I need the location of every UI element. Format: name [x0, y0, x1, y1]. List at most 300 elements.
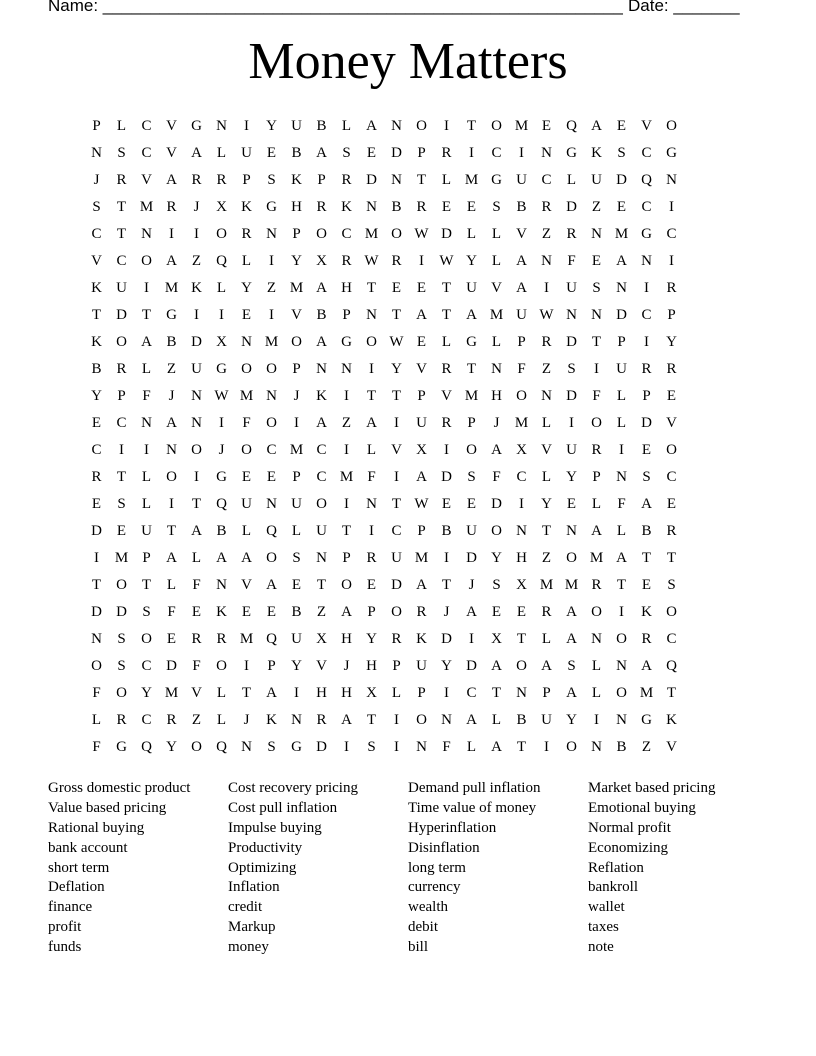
grid-letter: Q	[141, 739, 152, 755]
grid-letter: C	[391, 523, 402, 539]
grid-letter: L	[616, 388, 627, 404]
grid-letter: B	[316, 307, 327, 323]
grid-letter: K	[216, 604, 227, 620]
grid-letter: I	[394, 415, 399, 431]
grid-letter: P	[342, 307, 351, 323]
grid-letter: O	[316, 496, 327, 512]
grid-letter: M	[264, 334, 279, 350]
grid-letter: Z	[541, 361, 552, 377]
grid-letter: T	[516, 631, 527, 647]
grid-letter: G	[641, 712, 652, 728]
grid-letter: P	[292, 469, 301, 485]
grid-letter: O	[266, 415, 277, 431]
grid-letter: A	[166, 253, 177, 269]
grid-letter: A	[166, 415, 177, 431]
grid-letter: O	[391, 604, 402, 620]
grid-letter: I	[569, 415, 574, 431]
grid-letter: G	[216, 361, 227, 377]
grid-letter: A	[191, 523, 202, 539]
word-list	[48, 779, 768, 958]
word-item: Normal profit	[588, 819, 671, 836]
grid-letter: M	[364, 226, 379, 242]
grid-letter: D	[466, 658, 477, 674]
grid-letter: U	[466, 523, 477, 539]
grid-letter: A	[491, 739, 502, 755]
grid-letter: V	[666, 739, 677, 755]
grid-letter: B	[291, 145, 302, 161]
grid-letter: C	[516, 469, 527, 485]
word-item: funds	[48, 939, 82, 956]
grid-letter: T	[666, 685, 677, 701]
grid-letter: L	[341, 118, 352, 134]
grid-letter: Y	[541, 496, 552, 512]
grid-letter: M	[239, 388, 254, 404]
grid-letter: W	[414, 226, 429, 242]
grid-letter: V	[416, 361, 427, 377]
grid-letter: I	[669, 253, 674, 269]
grid-letter: F	[442, 739, 451, 755]
grid-letter: S	[117, 631, 126, 647]
grid-letter: Q	[216, 739, 227, 755]
grid-letter: H	[366, 658, 377, 674]
grid-letter: L	[366, 442, 377, 458]
grid-letter: I	[294, 415, 299, 431]
grid-letter: I	[644, 334, 649, 350]
grid-letter: N	[241, 334, 252, 350]
word-item: Gross domestic product	[48, 780, 191, 796]
grid-letter: Q	[266, 523, 277, 539]
grid-letter: D	[91, 523, 102, 539]
grid-letter: C	[666, 226, 677, 242]
grid-letter: G	[216, 469, 227, 485]
grid-letter: I	[369, 523, 374, 539]
grid-letter: I	[144, 280, 149, 296]
grid-row	[84, 140, 684, 167]
grid-letter: E	[391, 280, 402, 296]
grid-letter: E	[416, 334, 427, 350]
grid-letter: E	[241, 469, 252, 485]
grid-letter: C	[491, 145, 502, 161]
grid-letter: I	[619, 604, 624, 620]
grid-letter: Z	[341, 415, 352, 431]
grid-letter: N	[366, 496, 377, 512]
grid-letter: E	[266, 145, 277, 161]
grid-letter: U	[516, 307, 527, 323]
grid-letter: I	[294, 685, 299, 701]
word-column	[408, 779, 588, 958]
grid-letter: O	[566, 550, 577, 566]
grid-letter: R	[416, 199, 427, 215]
grid-letter: Y	[366, 631, 377, 647]
grid-letter: A	[316, 145, 327, 161]
grid-letter: K	[416, 631, 427, 647]
word-item: credit	[228, 899, 263, 916]
grid-letter: N	[541, 253, 552, 269]
grid-letter: P	[617, 334, 626, 350]
grid-letter: F	[242, 415, 251, 431]
grid-letter: V	[491, 280, 502, 296]
grid-letter: X	[316, 253, 327, 269]
grid-letter: L	[491, 334, 502, 350]
grid-letter: E	[666, 388, 677, 404]
grid-letter: R	[316, 199, 327, 215]
grid-letter: E	[266, 604, 277, 620]
grid-letter: P	[417, 685, 426, 701]
grid-letter: P	[242, 172, 251, 188]
grid-letter: S	[267, 739, 276, 755]
grid-letter: T	[516, 739, 527, 755]
grid-letter: I	[94, 550, 99, 566]
grid-letter: I	[244, 658, 249, 674]
grid-letter: Q	[666, 658, 677, 674]
grid-letter: T	[441, 280, 452, 296]
grid-letter: A	[341, 604, 352, 620]
grid-letter: S	[492, 199, 501, 215]
grid-letter: I	[394, 739, 399, 755]
grid-letter: D	[91, 604, 102, 620]
grid-letter: A	[491, 658, 502, 674]
grid-letter: V	[641, 118, 652, 134]
grid-letter: O	[291, 334, 302, 350]
grid-letter: T	[116, 226, 127, 242]
grid-letter: B	[641, 523, 652, 539]
grid-letter: P	[417, 145, 426, 161]
grid-letter: T	[391, 388, 402, 404]
grid-letter: J	[93, 172, 100, 188]
grid-letter: U	[591, 172, 602, 188]
grid-letter: G	[166, 307, 177, 323]
grid-letter: E	[466, 199, 477, 215]
grid-letter: R	[166, 712, 177, 728]
grid-letter: O	[216, 226, 227, 242]
grid-letter: O	[141, 253, 152, 269]
grid-letter: N	[666, 172, 677, 188]
grid-letter: N	[316, 550, 327, 566]
grid-letter: K	[666, 712, 677, 728]
grid-letter: C	[266, 442, 277, 458]
word-item: finance	[48, 899, 93, 916]
grid-letter: Z	[266, 280, 277, 296]
grid-letter: O	[116, 685, 127, 701]
grid-letter: B	[441, 523, 452, 539]
grid-letter: L	[616, 523, 627, 539]
grid-letter: I	[194, 226, 199, 242]
grid-letter: O	[116, 577, 127, 593]
word-item: Value based pricing	[48, 799, 167, 816]
grid-letter: H	[341, 631, 352, 647]
word-item: Optimizing	[228, 859, 297, 876]
grid-letter: J	[443, 604, 450, 620]
grid-letter: N	[591, 631, 602, 647]
grid-letter: E	[666, 496, 677, 512]
grid-letter: P	[592, 469, 601, 485]
grid-letter: L	[141, 361, 152, 377]
grid-letter: J	[193, 199, 200, 215]
grid-letter: O	[341, 577, 352, 593]
grid-letter: Y	[266, 118, 277, 134]
grid-letter: I	[344, 739, 349, 755]
grid-letter: T	[316, 577, 327, 593]
grid-letter: T	[391, 307, 402, 323]
grid-letter: E	[241, 604, 252, 620]
grid-letter: C	[116, 415, 127, 431]
grid-letter: N	[366, 199, 377, 215]
grid-letter: N	[591, 739, 602, 755]
grid-letter: A	[216, 550, 227, 566]
grid-letter: I	[394, 712, 399, 728]
grid-letter: C	[641, 199, 652, 215]
grid-letter: I	[594, 361, 599, 377]
grid-letter: P	[267, 658, 276, 674]
grid-letter: B	[91, 361, 102, 377]
grid-letter: M	[239, 631, 254, 647]
grid-letter: L	[541, 469, 552, 485]
grid-letter: T	[541, 523, 552, 539]
word-item: Disinflation	[408, 839, 480, 856]
grid-letter: M	[639, 685, 654, 701]
grid-letter: X	[216, 199, 227, 215]
grid-letter: B	[616, 739, 627, 755]
grid-letter: O	[466, 442, 477, 458]
grid-letter: T	[441, 577, 452, 593]
grid-letter: V	[666, 415, 677, 431]
grid-letter: I	[194, 307, 199, 323]
grid-letter: B	[291, 604, 302, 620]
word-item: Reflation	[588, 859, 644, 876]
grid-letter: U	[541, 712, 552, 728]
grid-letter: T	[191, 496, 202, 512]
grid-letter: O	[616, 685, 627, 701]
grid-letter: A	[266, 685, 277, 701]
grid-letter: Y	[91, 388, 102, 404]
grid-letter: H	[491, 388, 502, 404]
grid-letter: M	[414, 550, 429, 566]
grid-letter: X	[216, 334, 227, 350]
grid-letter: O	[566, 739, 577, 755]
grid-letter: C	[91, 226, 102, 242]
grid-letter: O	[191, 739, 202, 755]
grid-letter: T	[491, 685, 502, 701]
grid-letter: A	[541, 658, 552, 674]
word-item: bill	[408, 939, 429, 956]
grid-row	[84, 194, 684, 221]
grid-letter: R	[316, 712, 327, 728]
grid-letter: N	[566, 307, 577, 323]
grid-letter: E	[641, 577, 652, 593]
grid-letter: A	[566, 685, 577, 701]
grid-letter: K	[291, 172, 302, 188]
grid-letter: G	[666, 145, 677, 161]
grid-letter: O	[216, 658, 227, 674]
grid-letter: I	[469, 631, 474, 647]
grid-letter: N	[616, 469, 627, 485]
grid-letter: L	[191, 550, 202, 566]
grid-letter: N	[316, 361, 327, 377]
grid-letter: A	[566, 631, 577, 647]
grid-letter: D	[391, 577, 402, 593]
grid-letter: T	[416, 172, 427, 188]
grid-letter: D	[366, 172, 377, 188]
grid-letter: T	[391, 496, 402, 512]
grid-letter: D	[116, 604, 127, 620]
grid-letter: A	[141, 334, 152, 350]
grid-letter: G	[491, 172, 502, 188]
grid-row	[84, 653, 684, 680]
grid-letter: Y	[141, 685, 152, 701]
grid-letter: K	[266, 712, 277, 728]
name-field-label: Name: _______________________________________________________	[48, 0, 623, 15]
grid-letter: D	[116, 307, 127, 323]
grid-letter: O	[666, 604, 677, 620]
word-item: Market based pricing	[588, 780, 716, 796]
grid-letter: T	[241, 685, 252, 701]
grid-letter: X	[516, 577, 527, 593]
grid-letter: G	[341, 334, 352, 350]
grid-letter: R	[541, 199, 552, 215]
grid-letter: T	[616, 577, 627, 593]
grid-letter: U	[416, 415, 427, 431]
grid-letter: L	[241, 523, 252, 539]
grid-letter: R	[191, 631, 202, 647]
grid-letter: M	[164, 280, 179, 296]
word-item: Emotional buying	[588, 799, 696, 816]
grid-row	[84, 410, 684, 437]
grid-letter: Z	[316, 604, 327, 620]
grid-letter: N	[166, 442, 177, 458]
grid-letter: I	[444, 118, 449, 134]
grid-letter: P	[342, 550, 351, 566]
word-item: bankroll	[588, 879, 638, 896]
grid-letter: D	[391, 145, 402, 161]
grid-letter: L	[491, 712, 502, 728]
grid-letter: B	[316, 118, 327, 134]
grid-letter: S	[117, 145, 126, 161]
word-item: Economizing	[588, 839, 668, 856]
word-item: debit	[408, 919, 438, 936]
grid-row	[84, 302, 684, 329]
grid-letter: M	[464, 388, 479, 404]
grid-letter: M	[489, 307, 504, 323]
grid-letter: V	[191, 685, 202, 701]
grid-letter: L	[491, 226, 502, 242]
grid-letter: D	[616, 172, 627, 188]
grid-letter: O	[516, 658, 527, 674]
grid-letter: I	[444, 685, 449, 701]
grid-letter: F	[142, 388, 151, 404]
grid-letter: R	[541, 334, 552, 350]
grid-row	[84, 707, 684, 734]
grid-letter: J	[493, 415, 500, 431]
grid-row	[84, 518, 684, 545]
grid-row	[84, 356, 684, 383]
grid-letter: D	[566, 388, 577, 404]
grid-letter: S	[117, 658, 126, 674]
grid-letter: V	[291, 307, 302, 323]
grid-letter: N	[641, 253, 652, 269]
grid-letter: E	[366, 577, 377, 593]
grid-letter: C	[666, 469, 677, 485]
grid-letter: I	[219, 307, 224, 323]
grid-letter: L	[591, 496, 602, 512]
grid-letter: I	[344, 442, 349, 458]
grid-letter: T	[116, 199, 127, 215]
grid-letter: C	[316, 469, 327, 485]
grid-letter: I	[469, 145, 474, 161]
grid-row	[84, 383, 684, 410]
grid-letter: L	[216, 685, 227, 701]
word-item: wealth	[408, 899, 448, 916]
grid-letter: O	[666, 442, 677, 458]
grid-letter: Q	[216, 253, 227, 269]
grid-letter: C	[141, 145, 152, 161]
grid-letter: G	[641, 226, 652, 242]
word-item: Impulse buying	[228, 819, 322, 836]
word-item: currency	[408, 879, 461, 896]
header	[48, 0, 748, 22]
grid-letter: B	[391, 199, 402, 215]
grid-letter: D	[441, 469, 452, 485]
grid-letter: S	[142, 604, 151, 620]
grid-letter: N	[191, 388, 202, 404]
grid-letter: R	[441, 361, 452, 377]
grid-letter: O	[141, 631, 152, 647]
grid-letter: P	[417, 523, 426, 539]
grid-letter: T	[641, 550, 652, 566]
grid-letter: E	[91, 415, 102, 431]
grid-letter: H	[316, 685, 327, 701]
grid-letter: M	[514, 118, 529, 134]
grid-letter: Z	[191, 712, 202, 728]
grid-letter: C	[91, 442, 102, 458]
grid-letter: A	[591, 523, 602, 539]
grid-letter: U	[466, 280, 477, 296]
grid-letter: O	[416, 118, 427, 134]
grid-letter: N	[266, 226, 277, 242]
grid-letter: V	[91, 253, 102, 269]
grid-letter: N	[541, 388, 552, 404]
grid-letter: P	[142, 550, 151, 566]
grid-letter: M	[564, 577, 579, 593]
grid-letter: R	[641, 361, 652, 377]
grid-letter: V	[316, 658, 327, 674]
grid-letter: D	[491, 496, 502, 512]
grid-letter: L	[491, 253, 502, 269]
word-item: Cost pull inflation	[228, 799, 338, 816]
grid-letter: R	[166, 199, 177, 215]
grid-letter: I	[519, 496, 524, 512]
grid-letter: O	[316, 226, 327, 242]
grid-letter: N	[241, 739, 252, 755]
grid-letter: U	[291, 118, 302, 134]
grid-letter: N	[141, 415, 152, 431]
grid-letter: S	[342, 145, 351, 161]
grid-letter: C	[116, 253, 127, 269]
grid-letter: D	[441, 226, 452, 242]
grid-letter: K	[591, 145, 602, 161]
grid-letter: Y	[241, 280, 252, 296]
grid-letter: N	[591, 307, 602, 323]
grid-letter: Y	[491, 550, 502, 566]
grid-letter: I	[119, 442, 124, 458]
grid-letter: Y	[566, 712, 577, 728]
grid-letter: I	[169, 226, 174, 242]
grid-letter: D	[166, 658, 177, 674]
word-item: long term	[408, 859, 466, 876]
grid-letter: Z	[166, 361, 177, 377]
grid-letter: A	[241, 550, 252, 566]
grid-letter: G	[191, 118, 202, 134]
grid-letter: L	[591, 685, 602, 701]
